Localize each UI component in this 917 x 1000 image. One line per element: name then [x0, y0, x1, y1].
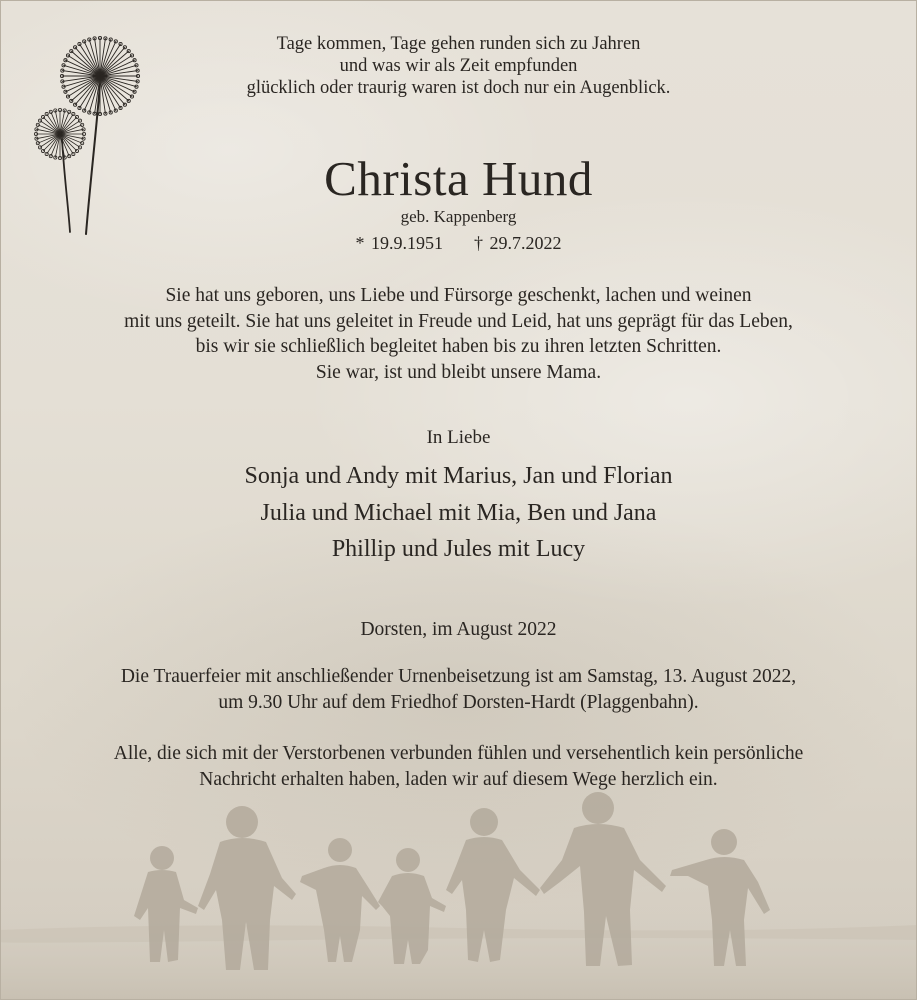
mourner-family: Sonja und Andy mit Marius, Jan und Florian — [244, 463, 673, 489]
place-date: Dorsten, im August 2022 — [360, 619, 557, 640]
poem-line: Tage kommen, Tage gehen runden sich zu Jahren — [276, 34, 641, 54]
poem-line: und was wir als Zeit empfunden — [339, 56, 578, 76]
in-love-label: In Liebe — [426, 427, 491, 448]
tribute-line: mit uns geteilt. Sie hat uns geleitet in Freude und Leid, hat uns geprägt für das Leben, — [124, 310, 793, 332]
invitation-line: Alle, die sich mit der Verstorbenen verbunden fühlen und versehentlich kein persönliche — [113, 743, 804, 764]
birth-date: * 19.9.1951 — [355, 233, 443, 253]
deceased-name: Christa Hund — [324, 151, 593, 206]
mourner-family: Julia und Michael mit Mia, Ben und Jana — [260, 499, 657, 526]
death-date: † 29.7.2022 — [474, 233, 562, 253]
poem-line: glücklich oder traurig waren ist doch nur ein Augenblick. — [246, 78, 671, 98]
tribute-line: Sie war, ist und bleibt unsere Mama. — [315, 361, 602, 383]
poem — [0, 33, 917, 99]
mourners-list — [0, 458, 917, 568]
life-dates — [0, 231, 917, 255]
tribute-text — [0, 283, 917, 385]
tribute-line: Sie hat uns geboren, uns Liebe und Fürsorge geschenkt, lachen und weinen — [165, 285, 752, 306]
mourner-family: Phillip und Jules mit Lucy — [331, 536, 586, 562]
family-silhouette-illustration — [0, 790, 917, 1000]
service-line: Die Trauerfeier mit anschließender Urnenbeisetzung ist am Samstag, 13. August 2022, — [120, 666, 797, 687]
invitation-text — [0, 741, 917, 792]
service-line: um 9.30 Uhr auf dem Friedhof Dorsten-Hardt (Plaggenbahn). — [218, 691, 699, 713]
invitation-line: Nachricht erhalten haben, laden wir auf diesem Wege herzlich ein. — [199, 768, 718, 790]
tribute-line: bis wir sie schließlich begleitet haben bis zu ihren letzten Schritten. — [195, 336, 722, 357]
maiden-name: geb. Kappenberg — [400, 207, 517, 226]
service-info — [0, 664, 917, 715]
